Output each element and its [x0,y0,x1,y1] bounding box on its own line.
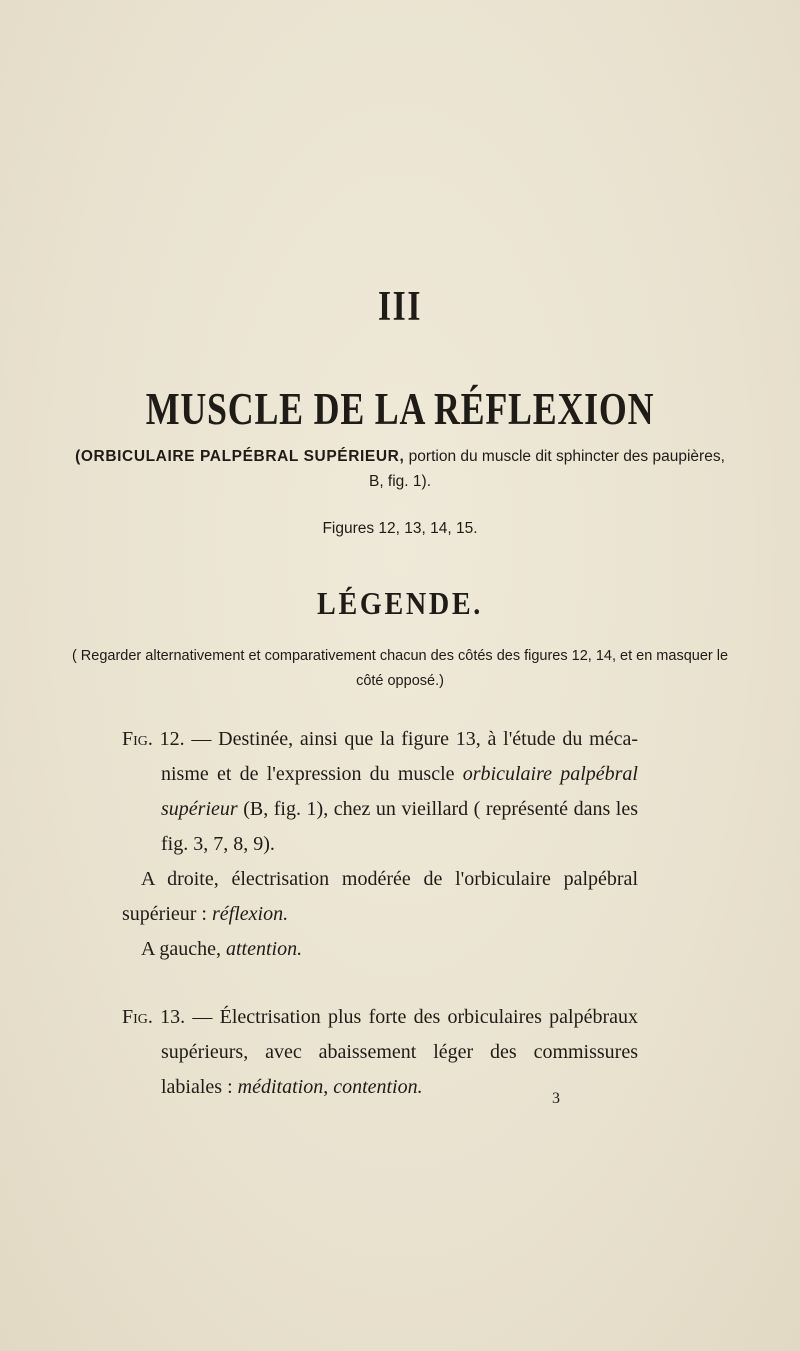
fig12-right-text: A droite, électrisation modérée de l'orbiculaire palpébral supérieur : [122,868,638,925]
chapter-subtitle [70,444,730,494]
figures-reference: Figures 12, 13, 14, 15. [322,520,478,537]
fig13-expression-2: contention. [333,1076,423,1098]
fig12-right-expression: réflexion. [211,903,289,925]
fig12-left-text: A gauche, [141,938,226,960]
chapter-number: III [377,284,423,330]
figure-12-description [122,722,638,967]
legend-heading: LÉGENDE. [317,585,483,621]
fig12-right-side [122,862,638,932]
subtitle-caps: (ORBICULAIRE PALPÉBRAL SUPÉRIEUR, [75,448,405,465]
fig12-left-side [122,932,638,967]
fig13-expression-1: méditation [237,1076,324,1098]
fig12-muscle-name: orbiculaire palpébral supérieur [161,763,638,820]
fig13-label: Fig. 13. [122,1006,186,1028]
fig12-left-expression: attention. [225,938,303,960]
fig13-separator: , [323,1076,334,1098]
fig13-text: — Électrisation plus forte des orbiculaires palpébraux supérieurs, avec abaissement léger des commissures labiales : [161,1006,638,1098]
fig12-label: Fig. 12. [122,728,185,750]
fig12-text-after: (B, fig. 1), chez un vieillard ( représenté dans les fig. 3, 7, 8, 9). [161,798,638,855]
chapter-title: MUSCLE DE LA RÉFLEXION [145,383,655,434]
page-number: 3 [552,1090,560,1107]
legend-note: ( Regarder alternativement et comparativement chacun des côtés des figures 12, 14, et en masquer le côté opposé.) [71,648,729,689]
fig12-text: — Destinée, ainsi que la figure 13, à l'étude du mécanisme et de l'expression du muscle [161,728,638,785]
subtitle-rest: portion du muscle dit sphincter des paupières, B, fig. 1). [368,448,725,490]
fig12-main-paragraph [122,722,638,862]
